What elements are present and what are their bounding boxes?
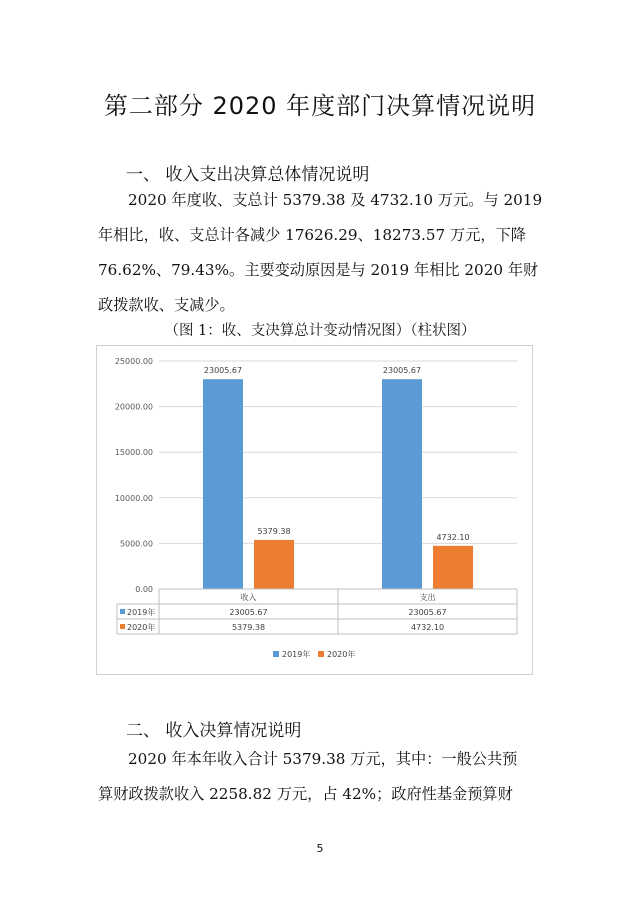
para-line-text: 2020 年度收、支总计 5379.38 及 4732.10 万元。与 2019 xyxy=(128,191,543,209)
para-line: 76.62%、79.43%。主要变动原因是与 2019 年相比 2020 年财 xyxy=(98,261,539,279)
figure-caption: （图 1：收、支决算总计变动情况图）（柱状图） xyxy=(164,323,476,339)
table-value: 23005.67 xyxy=(408,608,447,617)
legend-key xyxy=(120,609,125,614)
y-tick-label: 15000.00 xyxy=(114,448,153,458)
page-title: 第二部分 2020 年度部门决算情况说明 xyxy=(103,92,537,120)
paragraph-income xyxy=(98,742,548,812)
section-heading-income: 二、 收入决算情况说明 xyxy=(126,721,302,741)
y-tick-label: 5000.00 xyxy=(119,539,153,549)
y-tick-label: 20000.00 xyxy=(114,402,153,412)
bar xyxy=(203,379,243,589)
para-line: 年相比，收、支总计各减少 17626.29、18273.57 万元，下降 xyxy=(98,226,526,244)
table-value: 4732.10 xyxy=(410,623,445,632)
table-value: 23005.67 xyxy=(229,608,268,617)
data-label: 23005.67 xyxy=(382,366,422,376)
section-heading-income-expense: 一、 收入支出决算总体情况说明 xyxy=(126,165,370,185)
bar xyxy=(254,540,294,589)
para-line xyxy=(98,183,548,218)
paragraph-income-expense xyxy=(98,183,548,323)
data-label: 5379.38 xyxy=(257,526,291,536)
para-line: 算财政拨款收入 2258.82 万元，占 42%；政府性基金预算财 xyxy=(98,785,513,803)
page-number: 5 xyxy=(316,842,324,855)
para-line-text: 2020 年本年收入合计 5379.38 万元，其中：一般公共预 xyxy=(128,750,518,768)
y-tick-label: 10000.00 xyxy=(114,493,153,503)
data-label: 23005.67 xyxy=(203,366,243,376)
table-series-name: 2020年 xyxy=(127,623,156,632)
data-label: 4732.10 xyxy=(436,532,470,542)
chart-canvas xyxy=(97,346,532,674)
bar xyxy=(382,379,422,589)
legend-label: 2020年 xyxy=(327,650,356,659)
table-series-name: 2019年 xyxy=(127,608,156,617)
para-line xyxy=(98,742,548,777)
legend-key xyxy=(120,624,125,629)
para-line: 政拨款收、支减少。 xyxy=(98,296,235,314)
table-value: 5379.38 xyxy=(231,623,266,632)
legend-swatch xyxy=(273,651,279,657)
y-tick-label: 25000.00 xyxy=(114,357,153,366)
legend-label: 2019年 xyxy=(282,650,311,659)
category-label: 支出 xyxy=(419,593,436,602)
bar-chart xyxy=(96,345,533,675)
legend-swatch xyxy=(318,651,324,657)
bar xyxy=(433,546,473,589)
category-label: 收入 xyxy=(240,593,257,602)
y-tick-label: 0.00 xyxy=(135,585,153,594)
